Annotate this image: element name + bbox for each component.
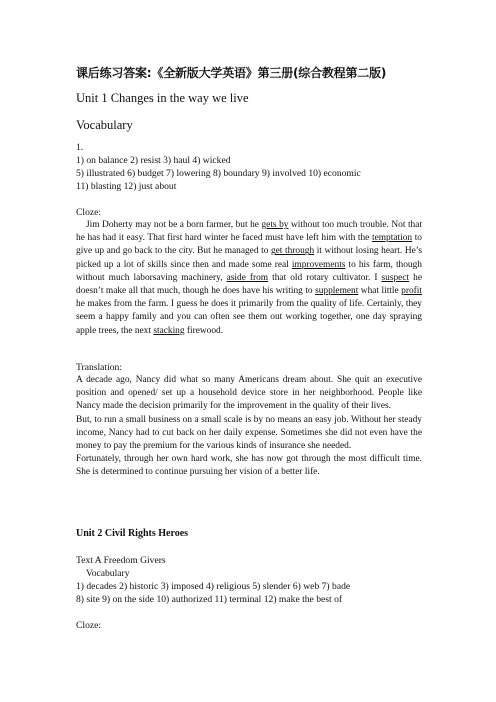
cloze-answer: improvements (291, 259, 346, 270)
unit1-item-number: 1. (76, 142, 84, 153)
unit1-translation-label: Translation: (76, 362, 123, 373)
unit1-vocabulary-heading: Vocabulary (76, 118, 133, 132)
unit2-vocab-line-1: 1) decades 2) historic 3) imposed 4) religious 5) slender 6) web 7) bade (76, 581, 351, 592)
cloze-text: to his farm, though without much laborsaving machinery, (76, 259, 422, 283)
unit2-text-a-title: Text A Freedom Givers (76, 555, 166, 566)
unit1-cloze-passage (76, 219, 422, 338)
unit1-vocab-line-3: 11) blasting 12) just about (76, 181, 177, 192)
cloze-answer: profit (401, 286, 422, 297)
cloze-text: it without losing heart. He’s picked up a lot of skills since then and made some real (76, 246, 422, 270)
cloze-answer: get through (270, 246, 315, 257)
translation-paragraph-3: Fortunately, through her own hard work, she has now got through the most difficult time. She is determined to continue pursuing her vision of a better life. (76, 454, 422, 478)
cloze-answer: stacking (153, 325, 185, 336)
unit1-vocab-line-1: 1) on balance 2) resist 3) haul 4) wicked (76, 155, 231, 166)
unit2-vocabulary-heading: Vocabulary (86, 568, 130, 579)
cloze-text: without too much trouble. Not that he has had it easy. That first hard winter he faced must have left him with the (76, 220, 423, 244)
cloze-text: Jim Doherty may not be a born farmer, but he (86, 220, 262, 230)
translation-paragraph-2: But, to run a small business on a small scale is by no means an easy job. Without her steady income, Nancy had to cut back on her daily expense. Sometimes she did not even have the money to pay the premium for the various kinds of insurance she needed. (76, 414, 422, 452)
cloze-paragraph (76, 219, 422, 338)
unit1-heading: Unit 1 Changes in the way we live (76, 91, 249, 105)
cloze-answer: aside from (226, 272, 269, 283)
unit2-vocab-line-2: 8) site 9) on the side 10) authorized 11) terminal 12) make the best of (76, 594, 343, 605)
cloze-text: firewood. (184, 325, 224, 336)
cloze-text: he doesn’t make all that much, though he does have his writing to (76, 272, 422, 297)
unit1-vocab-line-2: 5) illustrated 6) budget 7) lowering 8) boundary 9) involved 10) economic (76, 168, 361, 179)
cloze-text: he makes from the farm. I guess he does it primarily from the quality of life. Certainly, they seem a happy family and you can often see them out working together, one day spraying apple trees, the next (76, 299, 422, 336)
cloze-answer: suspect (381, 272, 410, 283)
cloze-answer: gets by (261, 220, 289, 230)
cloze-text: that old rotary cultivator. I (268, 272, 382, 283)
unit1-translation-passage (76, 374, 422, 480)
cloze-text: what little (358, 286, 402, 297)
cloze-text: to give up and go back to the city. But he managed to (76, 233, 422, 257)
unit2-heading: Unit 2 Civil Rights Heroes (76, 528, 189, 539)
cloze-answer: temptation (371, 233, 413, 244)
translation-paragraph-1: A decade ago, Nancy did what so many Americans dream about. She quit an executive position and opened/ set up a household device store in her neighborhood. People like Nancy made the decision primarily for the improvement in the quality of their lives. (76, 375, 422, 412)
unit2-cloze-label: Cloze: (76, 620, 102, 631)
unit1-cloze-label: Cloze: (76, 207, 102, 218)
document-title: 课后练习答案:《全新版大学英语》第三册(综合教程第二版) (76, 66, 387, 80)
cloze-answer: supplement (315, 286, 359, 297)
